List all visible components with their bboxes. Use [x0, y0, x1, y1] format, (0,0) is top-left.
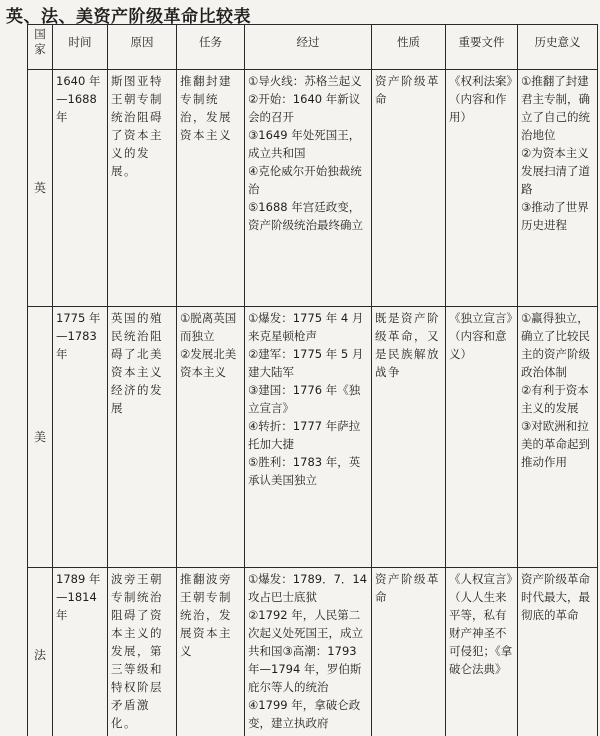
page-title: 英、法、美资产阶级革命比较表: [6, 7, 251, 27]
country-cell: 法: [28, 568, 53, 736]
task-cell: 推翻波旁王朝专制统治，发展资本主义: [177, 568, 245, 736]
time-cell: 1789 年 —1814 年: [53, 568, 108, 736]
task-cell: ①脱离英国而独立 ②发展北美资本主义: [177, 307, 245, 568]
country-cell: 美: [28, 307, 53, 568]
table-row-america: [28, 307, 598, 568]
header-cause: 原因: [108, 25, 177, 70]
cause-cell: 英国的殖民统治阻碍了北美资本主义经济的发展: [108, 307, 177, 568]
document-cell: 《权利法案》（内容和作用）: [446, 70, 518, 307]
header-country: 国 家: [28, 25, 53, 70]
time-cell: 1640 年 —1688 年: [53, 70, 108, 307]
process-cell: ①爆发：1775 年 4 月来克星顿枪声 ②建军：1775 年 5 月建大陆军 ③建国：1776 年《独立宣言》 ④转折：1777 年萨拉托加大捷 ⑤胜利：1783 年，英承认美国独立: [245, 307, 372, 568]
significance-cell: ①赢得独立，确立了比较民主的资产阶级政治体制 ②有利于资本主义的发展 ③对欧洲和拉美的革命起到推动作用: [518, 307, 598, 568]
nature-cell: 资产阶级革命: [372, 70, 446, 307]
header-task: 任务: [177, 25, 245, 70]
country-cell: 英: [28, 70, 53, 307]
time-cell: 1775 年 —1783 年: [53, 307, 108, 568]
document-cell: 《人权宣言》（人人生来平等，私有财产神圣不可侵犯；《拿破仑法典》: [446, 568, 518, 736]
header-row: [28, 25, 598, 70]
header-document: 重要文件: [446, 25, 518, 70]
table-row-england: [28, 70, 598, 307]
header-process: 经过: [245, 25, 372, 70]
nature-cell: 资产阶级革命: [372, 568, 446, 736]
process-cell: ①爆发：1789．7．14 攻占巴士底狱 ②1792 年，人民第二次起义处死国王，成立共和国③高潮：1793 年—1794 年，罗伯斯庇尔等人的统治 ④1799 年，拿破仑政变，建立执政府: [245, 568, 372, 736]
significance-cell: ①推翻了封建君主专制，确立了自己的统治地位 ②为资本主义发展扫清了道路 ③推动了世界历史进程: [518, 70, 598, 307]
header-nature: 性质: [372, 25, 446, 70]
header-significance: 历史意义: [518, 25, 598, 70]
significance-cell: 资产阶级革命时代最大，最彻底的革命: [518, 568, 598, 736]
task-cell: 推翻封建专制统治，发展资本主义: [177, 70, 245, 307]
comparison-table: [27, 24, 598, 736]
cause-cell: 斯图亚特王朝专制统治阻碍了资本主义的发展。: [108, 70, 177, 307]
nature-cell: 既是资产阶级革命，又是民族解放战争: [372, 307, 446, 568]
document-cell: 《独立宣言》（内容和意义）: [446, 307, 518, 568]
cause-cell: 波旁王朝专制统治阻碍了资本主义的发展，第三等级和特权阶层矛盾激化。: [108, 568, 177, 736]
process-cell: ①导火线：苏格兰起义 ②开始：1640 年新议会的召开 ③1649 年处死国王，成立共和国 ④克伦威尔开始独裁统治 ⑤1688 年宫廷政变，资产阶级统治最终确立: [245, 70, 372, 307]
table-row-france: [28, 568, 598, 736]
header-time: 时间: [53, 25, 108, 70]
